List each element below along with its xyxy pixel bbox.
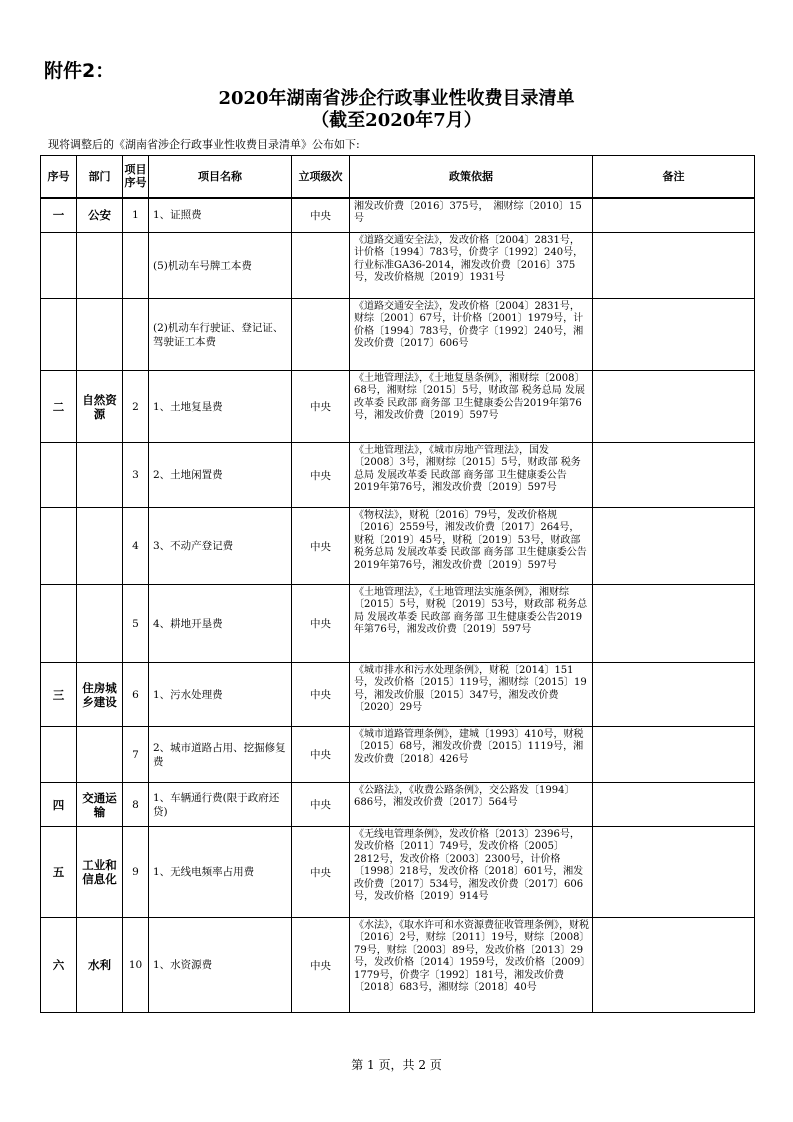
row-basis: 湘发改价费〔2016〕375号， 湘财综〔2010〕15号 <box>350 198 593 233</box>
row-item-name: 2、城市道路占用、挖掘修复费 <box>149 727 292 783</box>
row-level: 中央 <box>292 783 350 827</box>
row-seq <box>41 727 77 783</box>
row-level: 中央 <box>292 663 350 727</box>
table-row <box>41 585 755 663</box>
header-dept: 部门 <box>77 156 123 198</box>
header-item-name: 项目名称 <box>149 156 292 198</box>
table-row <box>41 918 755 1013</box>
row-dept <box>77 299 123 371</box>
row-basis: 《城市排水和污水处理条例》，财税〔2014〕151号，发改价格〔2015〕119号，湘财综〔2015〕19号，湘发改价服〔2015〕347号，湘发改价费〔2020〕29号 <box>350 663 593 727</box>
row-basis: 《城市道路管理条例》，建城〔1993〕410号，财税〔2015〕68号，湘发改价费〔2015〕1119号，湘发改价费〔2018〕426号 <box>350 727 593 783</box>
row-seq: 六 <box>41 918 77 1013</box>
row-dept <box>77 508 123 585</box>
row-remark <box>593 198 755 233</box>
row-item-no: 3 <box>123 443 149 508</box>
row-item-name: 3、不动产登记费 <box>149 508 292 585</box>
header-seq: 序号 <box>41 156 77 198</box>
table-header-row <box>41 156 755 198</box>
row-basis: 《无线电管理条例》，发改价格〔2013〕2396号，发改价格〔2011〕749号，发改价格〔2005〕2812号，发改价格〔2003〕2300号，计价格〔1998〕218号，发改价格〔2018〕601号，湘发改价费〔2017〕534号，湘发改价费〔2017〕606号，发改价格〔2019〕914号 <box>350 827 593 918</box>
row-remark <box>593 827 755 918</box>
row-basis: 《公路法》，《收费公路条例》，交公路发〔1994〕686号，湘发改价费〔2017〕564号 <box>350 783 593 827</box>
row-remark <box>593 443 755 508</box>
intro-text: 现将调整后的《湖南省涉企行政事业性收费目录清单》公布如下: <box>48 138 360 151</box>
row-remark <box>593 585 755 663</box>
table-row <box>41 783 755 827</box>
fee-catalog-table <box>40 155 755 1013</box>
row-item-name: 1、无线电频率占用费 <box>149 827 292 918</box>
header-remark: 备注 <box>593 156 755 198</box>
row-dept: 水利 <box>77 918 123 1013</box>
row-seq <box>41 299 77 371</box>
row-item-no: 6 <box>123 663 149 727</box>
row-seq: 一 <box>41 198 77 233</box>
row-remark <box>593 371 755 443</box>
row-remark <box>593 918 755 1013</box>
row-basis: 《物权法》，财税〔2016〕79号，发改价格规〔2016〕2559号，湘发改价费〔2017〕264号，财税〔2019〕45号，财税〔2019〕53号，财政部 税务总局 发展改革委 民政部 商务部 卫生健康委公告2019年第76号，湘发改价费〔2019〕597号 <box>350 508 593 585</box>
row-level: 中央 <box>292 585 350 663</box>
row-remark <box>593 783 755 827</box>
attachment-label: 附件2： <box>44 60 115 82</box>
row-level <box>292 299 350 371</box>
row-dept <box>77 233 123 299</box>
row-remark <box>593 299 755 371</box>
row-item-name: 4、耕地开垦费 <box>149 585 292 663</box>
row-level: 中央 <box>292 827 350 918</box>
row-remark <box>593 663 755 727</box>
row-level: 中央 <box>292 508 350 585</box>
row-dept <box>77 585 123 663</box>
row-basis: 《道路交通安全法》，发改价格〔2004〕2831号，计价格〔1994〕783号，价费字〔1992〕240号，行业标准GA36-2014，湘发改价费〔2016〕375号，发改价格规〔2019〕1931号 <box>350 233 593 299</box>
page-footer: 第 1 页，共 2 页 <box>351 1058 442 1072</box>
table-row <box>41 299 755 371</box>
row-seq <box>41 585 77 663</box>
row-level: 中央 <box>292 371 350 443</box>
row-dept <box>77 727 123 783</box>
row-item-no: 5 <box>123 585 149 663</box>
header-level: 立项级次 <box>292 156 350 198</box>
table-row <box>41 508 755 585</box>
row-item-no <box>123 299 149 371</box>
row-remark <box>593 508 755 585</box>
row-level: 中央 <box>292 198 350 233</box>
row-seq: 三 <box>41 663 77 727</box>
row-level <box>292 233 350 299</box>
row-basis: 《水法》，《取水许可和水资源费征收管理条例》，财税〔2016〕2号，财综〔2011〕19号，财综〔2008〕79号，财综〔2003〕89号，发改价格〔2013〕29号，发改价格〔2014〕1959号，发改价格〔2009〕1779号，价费字〔1992〕181号，湘发改价费〔2018〕683号，湘财综〔2018〕40号 <box>350 918 593 1013</box>
table-row <box>41 371 755 443</box>
row-basis: 《道路交通安全法》，发改价格〔2004〕2831号，财综〔2001〕67号，计价格〔2001〕1979号，计价格〔1994〕783号，价费字〔1992〕240号，湘发改价费〔2017〕606号 <box>350 299 593 371</box>
table-row <box>41 233 755 299</box>
row-level: 中央 <box>292 918 350 1013</box>
row-item-name: (5)机动车号牌工本费 <box>149 233 292 299</box>
row-level: 中央 <box>292 443 350 508</box>
row-seq: 五 <box>41 827 77 918</box>
row-item-no: 8 <box>123 783 149 827</box>
row-item-name: 1、水资源费 <box>149 918 292 1013</box>
row-item-name: 1、土地复垦费 <box>149 371 292 443</box>
row-remark <box>593 233 755 299</box>
row-item-name: 1、证照费 <box>149 198 292 233</box>
row-seq: 二 <box>41 371 77 443</box>
table-row <box>41 727 755 783</box>
row-remark <box>593 727 755 783</box>
table-row <box>41 198 755 233</box>
row-item-name: 1、车辆通行费(限于政府还贷) <box>149 783 292 827</box>
row-dept: 住房城乡建设 <box>77 663 123 727</box>
row-level: 中央 <box>292 727 350 783</box>
row-basis: 《土地管理法》，《土地管理法实施条例》，湘财综〔2015〕5号，财税〔2019〕53号，财政部 税务总局 发展改革委 民政部 商务部 卫生健康委公告2019年第76号，湘发改价费〔2019〕597号 <box>350 585 593 663</box>
row-basis: 《土地管理法》，《城市房地产管理法》，国发〔2008〕3号，湘财综〔2015〕5号，财政部 税务总局 发展改革委 民政部 商务部 卫生健康委公告2019年第76号，湘发改价费〔2019〕597号 <box>350 443 593 508</box>
row-item-no: 7 <box>123 727 149 783</box>
row-item-no: 9 <box>123 827 149 918</box>
row-item-name: 1、污水处理费 <box>149 663 292 727</box>
row-dept: 公安 <box>77 198 123 233</box>
row-seq <box>41 443 77 508</box>
header-item-no: 项目序号 <box>123 156 149 198</box>
row-item-no: 2 <box>123 371 149 443</box>
row-item-no: 4 <box>123 508 149 585</box>
row-item-no: 1 <box>123 198 149 233</box>
row-seq: 四 <box>41 783 77 827</box>
row-seq <box>41 508 77 585</box>
row-item-name: 2、土地闲置费 <box>149 443 292 508</box>
row-item-no <box>123 233 149 299</box>
document-title: 2020年湖南省涉企行政事业性收费目录清单 <box>218 88 575 109</box>
row-seq <box>41 233 77 299</box>
header-basis: 政策依据 <box>350 156 593 198</box>
document-subtitle: （截至2020年7月） <box>311 110 482 131</box>
row-dept: 交通运输 <box>77 783 123 827</box>
table-row <box>41 443 755 508</box>
row-item-no: 10 <box>123 918 149 1013</box>
table-row <box>41 663 755 727</box>
row-dept <box>77 443 123 508</box>
table-row <box>41 827 755 918</box>
row-dept: 工业和信息化 <box>77 827 123 918</box>
row-dept: 自然资源 <box>77 371 123 443</box>
row-item-name: (2)机动车行驶证、登记证、驾驶证工本费 <box>149 299 292 371</box>
row-basis: 《土地管理法》，《土地复垦条例》，湘财综〔2008〕68号，湘财综〔2015〕5号，财政部 税务总局 发展改革委 民政部 商务部 卫生健康委公告2019年第76号，湘发改价费〔2019〕597号 <box>350 371 593 443</box>
